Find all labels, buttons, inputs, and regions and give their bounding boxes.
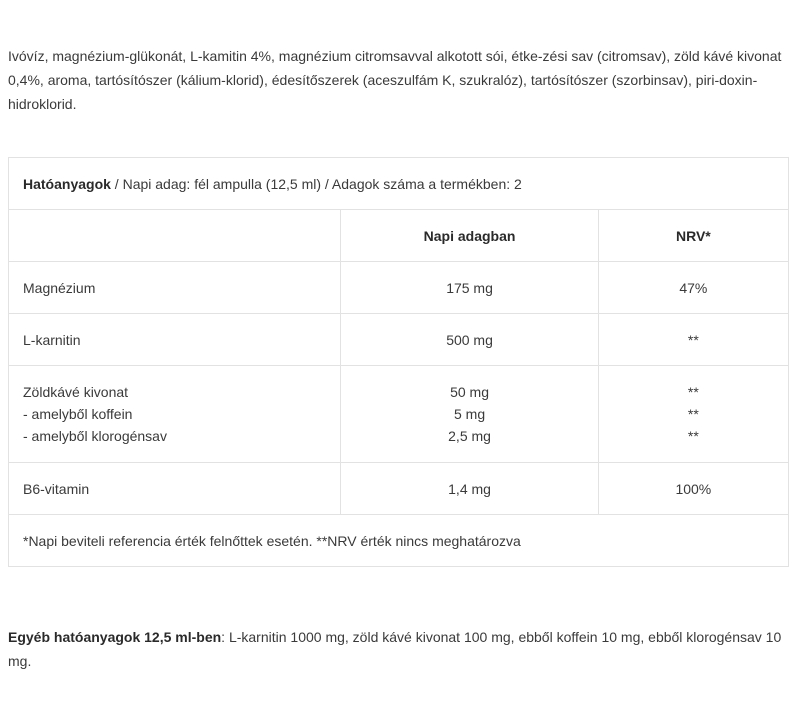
table-row: [9, 366, 789, 463]
table-row: [9, 314, 789, 366]
row-amount: 500 mg: [341, 314, 598, 366]
row-nrv: 100%: [598, 463, 788, 515]
header-daily-dose: Napi adagban: [341, 210, 598, 262]
table-header-row: [9, 210, 789, 262]
row-amount-group: [341, 366, 598, 463]
table-row: [9, 262, 789, 314]
row-nrv: **: [687, 384, 699, 400]
row-amount: 1,4 mg: [341, 463, 598, 515]
row-name: L-karnitin: [9, 314, 341, 366]
table-row: [9, 463, 789, 515]
header-nrv: NRV*: [598, 210, 788, 262]
row-nrv-group: [598, 366, 788, 463]
row-subamount: 5 mg: [453, 406, 486, 422]
row-amount: 50 mg: [450, 384, 489, 400]
ingredients-list: Ivóvíz, magnézium-glükonát, L-kamitin 4%, magnézium citromsavval alkotott sói, étke-zési sav (citromsav), zöld kávé kivonat 0,4%, aroma, tartósítószer (kálium-klorid), édesítőszerek (aceszulfám K, szukralóz), tartósítószer (szorbinsav), piri-doxin-hidroklorid.: [8, 48, 782, 112]
nutrition-table: [8, 157, 789, 567]
row-subamount: 2,5 mg: [448, 428, 491, 444]
table-title-label: Hatóanyagok: [23, 175, 111, 192]
row-name: Zöldkávé kivonat: [23, 384, 129, 400]
row-name: B6-vitamin: [9, 463, 341, 515]
table-title-row: [9, 158, 789, 210]
table-footnote: *Napi beviteli referencia érték felnőttek esetén. **NRV érték nincs meghatározva: [9, 515, 789, 567]
other-ingredients-text: : L-karnitin 1000 mg, zöld kávé kivonat 100 mg, ebből koffein 10 mg, ebből klorogénsav 10 mg.: [8, 629, 782, 669]
table-title: [9, 158, 789, 210]
row-subname: - amelyből koffein: [23, 406, 133, 422]
row-nrv: **: [598, 314, 788, 366]
row-subnrv: **: [687, 428, 699, 444]
other-ingredients-label: Egyéb hatóanyagok 12,5 ml-ben: [8, 629, 222, 645]
other-ingredients: [8, 625, 788, 673]
table-footnote-row: [9, 515, 789, 567]
row-amount: 175 mg: [341, 262, 598, 314]
row-name: Magnézium: [9, 262, 341, 314]
row-name-group: [9, 366, 341, 463]
table-title-details: / Napi adag: fél ampulla (12,5 ml) / Adagok száma a termékben: 2: [110, 175, 522, 192]
row-subnrv: **: [687, 406, 699, 422]
row-subname: - amelyből klorogénsav: [23, 428, 167, 444]
header-name: [9, 210, 341, 262]
row-nrv: 47%: [598, 262, 788, 314]
